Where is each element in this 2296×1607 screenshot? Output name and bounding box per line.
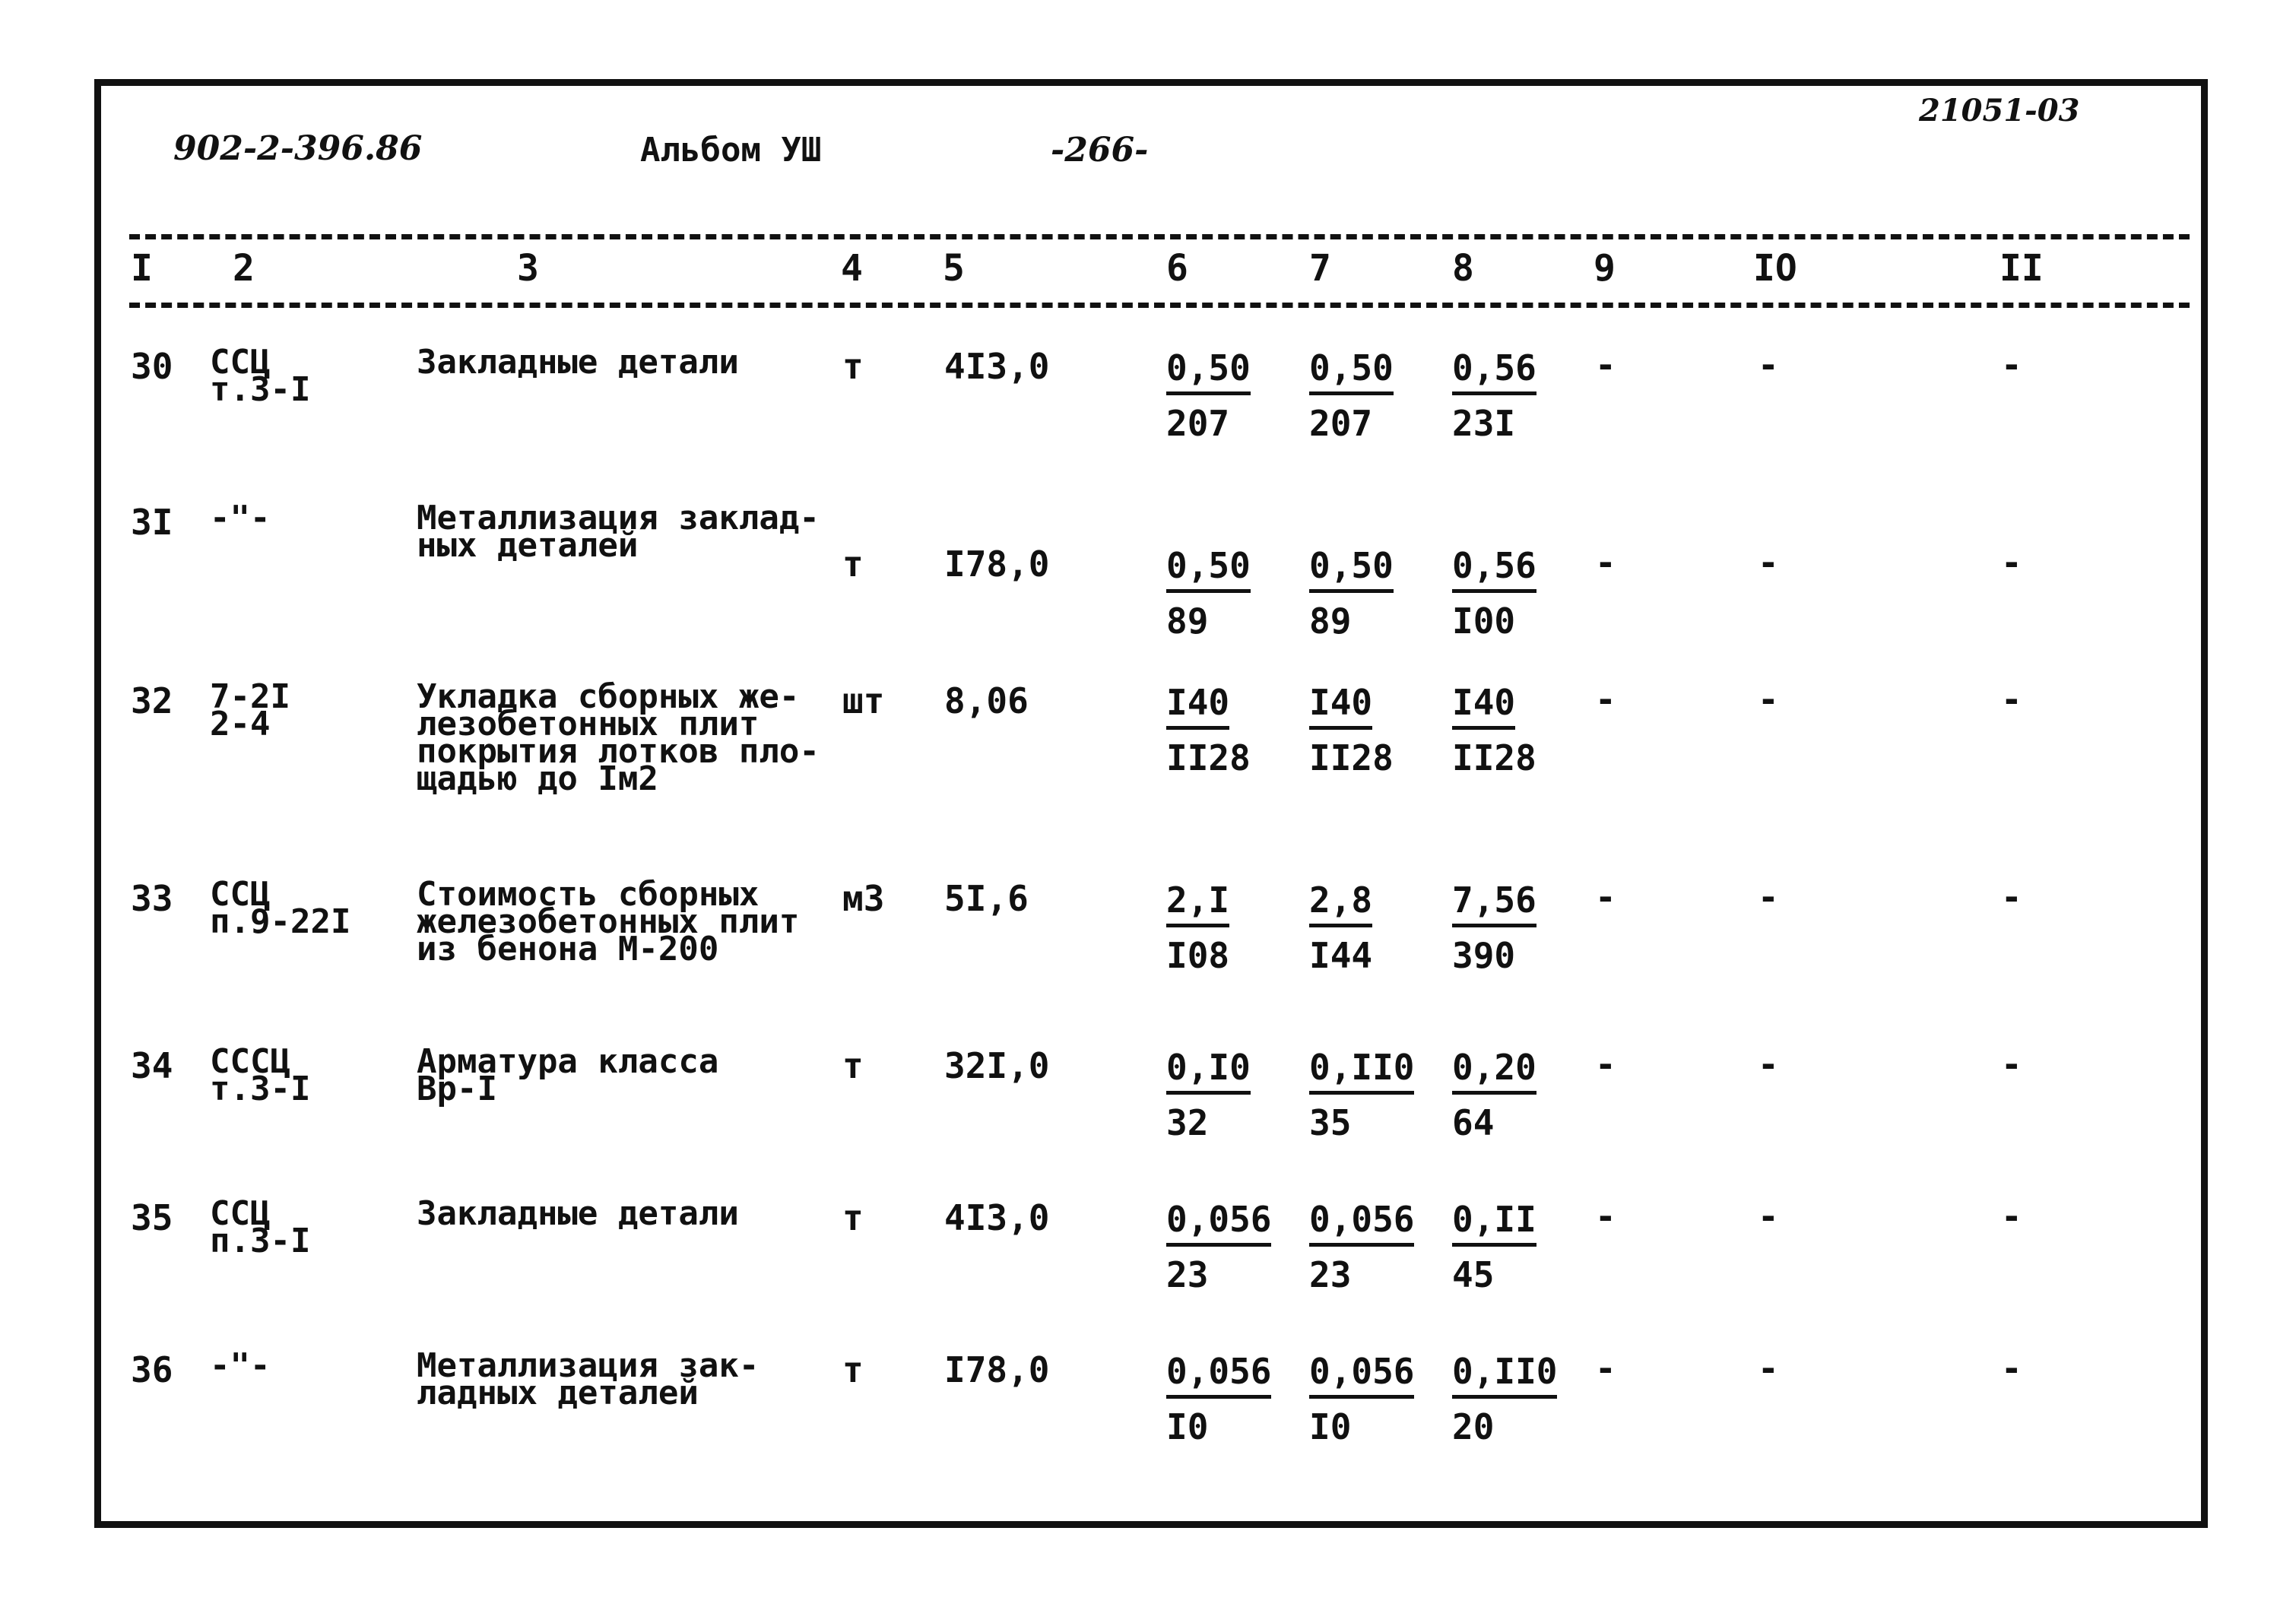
row-col10: - <box>1758 1044 1779 1085</box>
fraction-denominator: 207 <box>1166 402 1230 444</box>
row-unit: шт <box>842 680 885 721</box>
row-number: 36 <box>131 1349 173 1390</box>
row-number: 35 <box>131 1197 173 1238</box>
row-col10: - <box>1758 679 1779 720</box>
row-col6 <box>1166 1197 1271 1298</box>
fraction-numerator: 0,II <box>1452 1197 1536 1247</box>
fraction-denominator: 390 <box>1452 934 1516 976</box>
row-col7 <box>1309 1197 1414 1298</box>
row-col7 <box>1309 878 1372 979</box>
row-code: ССЦ п.3-I <box>210 1194 311 1261</box>
row-col8 <box>1452 1349 1557 1450</box>
row-code: ССЦ п.9-22I <box>210 875 351 942</box>
col-header-6: 6 <box>1166 247 1188 290</box>
row-col8 <box>1452 1197 1536 1298</box>
row-number: 30 <box>131 346 173 387</box>
fraction-numerator: 2,I <box>1166 878 1229 927</box>
fraction-numerator: I40 <box>1309 680 1372 730</box>
fraction-numerator: 0,20 <box>1452 1045 1536 1095</box>
fraction-numerator: 0,I0 <box>1166 1045 1251 1095</box>
fraction-numerator: 0,50 <box>1166 346 1251 395</box>
row-col6 <box>1166 346 1251 447</box>
col-header-4: 4 <box>841 247 863 290</box>
fraction-denominator: II28 <box>1166 737 1251 778</box>
row-description: Закладные детали <box>417 343 739 382</box>
col-header-9: 9 <box>1594 247 1616 290</box>
row-col11: - <box>2001 344 2022 385</box>
row-col10: - <box>1758 542 1779 583</box>
row-unit: т <box>842 1045 864 1086</box>
fraction-denominator: 64 <box>1452 1101 1495 1143</box>
row-col9: - <box>1595 542 1616 583</box>
row-col7 <box>1309 1349 1414 1450</box>
row-code: 7-2I 2-4 <box>210 677 290 744</box>
row-col6 <box>1166 680 1251 781</box>
row-col6 <box>1166 878 1229 979</box>
fraction-numerator: 0,056 <box>1309 1349 1414 1399</box>
row-col7 <box>1309 680 1394 781</box>
row-col10: - <box>1758 1196 1779 1237</box>
row-price: I78,0 <box>944 1349 1050 1390</box>
fraction-denominator: 207 <box>1309 402 1373 444</box>
fraction-numerator: 0,II0 <box>1452 1349 1557 1399</box>
fraction-numerator: 0,56 <box>1452 346 1536 395</box>
col-header-5: 5 <box>943 247 965 290</box>
row-col11: - <box>2001 1044 2022 1085</box>
fraction-numerator: 0,50 <box>1166 544 1251 593</box>
fraction-numerator: 0,50 <box>1309 544 1394 593</box>
row-price: 8,06 <box>944 680 1029 721</box>
row-col11: - <box>2001 1196 2022 1237</box>
row-col6 <box>1166 1349 1271 1450</box>
row-col7 <box>1309 1045 1414 1146</box>
fraction-denominator: 23 <box>1309 1254 1352 1295</box>
row-col11: - <box>2001 542 2022 583</box>
row-unit: т <box>842 346 864 387</box>
page-border <box>94 79 2208 1528</box>
row-col10: - <box>1758 344 1779 385</box>
row-col11: - <box>2001 1348 2022 1389</box>
row-col7 <box>1309 346 1394 447</box>
fraction-numerator: 0,50 <box>1309 346 1394 395</box>
row-price: 32I,0 <box>944 1045 1050 1086</box>
row-code: СССЦ т.3-I <box>210 1042 311 1109</box>
col-header-7: 7 <box>1309 247 1331 290</box>
page-number: -266- <box>1051 131 1149 170</box>
fraction-numerator: 0,056 <box>1309 1197 1414 1247</box>
fraction-denominator: 45 <box>1452 1254 1495 1295</box>
row-col9: - <box>1595 1348 1616 1389</box>
row-col8 <box>1452 878 1536 979</box>
row-price: 4I3,0 <box>944 1197 1050 1238</box>
row-unit: т <box>842 1349 864 1390</box>
archive-stamp: 21051-03 <box>1919 93 2080 128</box>
row-description: Металлизация зак- ладных деталей <box>417 1346 760 1413</box>
fraction-denominator: I44 <box>1309 934 1373 976</box>
row-unit: т <box>842 1197 864 1238</box>
row-code: ССЦ т.3-I <box>210 343 311 410</box>
fraction-denominator: 32 <box>1166 1101 1209 1143</box>
col-header-8: 8 <box>1452 247 1474 290</box>
row-col7 <box>1309 544 1394 645</box>
col-header-10: IO <box>1753 247 1797 290</box>
row-col8 <box>1452 544 1536 645</box>
fraction-denominator: 89 <box>1309 600 1352 642</box>
fraction-denominator: II28 <box>1309 737 1394 778</box>
col-header-1: I <box>131 247 153 290</box>
row-price: I78,0 <box>944 544 1050 585</box>
album-label: Альбом УШ <box>640 131 822 170</box>
row-col6 <box>1166 544 1251 645</box>
fraction-denominator: 23I <box>1452 402 1516 444</box>
row-col9: - <box>1595 344 1616 385</box>
header-bottom-rule <box>129 303 2190 308</box>
fraction-denominator: 35 <box>1309 1101 1352 1143</box>
col-header-2: 2 <box>233 247 255 290</box>
fraction-denominator: I00 <box>1452 600 1516 642</box>
row-col8 <box>1452 680 1536 781</box>
row-description: Укладка сборных же- лезобетонных плит покрытия лотков пло- щадью до Iм2 <box>417 677 820 799</box>
row-col6 <box>1166 1045 1251 1146</box>
row-unit: т <box>842 544 864 585</box>
row-description: Закладные детали <box>417 1194 739 1233</box>
col-header-11: II <box>1999 247 2044 290</box>
row-unit: м3 <box>842 878 885 919</box>
row-col9: - <box>1595 876 1616 918</box>
fraction-numerator: I40 <box>1166 680 1229 730</box>
row-description: Металлизация заклад- ных деталей <box>417 499 820 566</box>
col-header-3: 3 <box>517 247 539 290</box>
fraction-numerator: 0,056 <box>1166 1197 1271 1247</box>
fraction-denominator: I08 <box>1166 934 1230 976</box>
fraction-numerator: 2,8 <box>1309 878 1372 927</box>
fraction-denominator: I0 <box>1166 1406 1209 1447</box>
row-col10: - <box>1758 1348 1779 1389</box>
fraction-numerator: 0,II0 <box>1309 1045 1414 1095</box>
fraction-numerator: 7,56 <box>1452 878 1536 927</box>
row-col10: - <box>1758 876 1779 918</box>
row-number: 3I <box>131 502 173 543</box>
row-description: Арматура класса Вр-I <box>417 1042 719 1109</box>
fraction-denominator: I0 <box>1309 1406 1352 1447</box>
fraction-denominator: 23 <box>1166 1254 1209 1295</box>
row-code: -"- <box>210 1346 271 1385</box>
row-price: 5I,6 <box>944 878 1029 919</box>
row-col9: - <box>1595 1044 1616 1085</box>
row-col11: - <box>2001 876 2022 918</box>
header-top-rule <box>129 234 2190 239</box>
row-description: Стоимость сборных железобетонных плит из бенона М-200 <box>417 875 800 969</box>
row-col9: - <box>1595 1196 1616 1237</box>
fraction-denominator: 89 <box>1166 600 1209 642</box>
row-col8 <box>1452 1045 1536 1146</box>
row-price: 4I3,0 <box>944 346 1050 387</box>
fraction-denominator: II28 <box>1452 737 1536 778</box>
row-number: 32 <box>131 680 173 721</box>
fraction-denominator: 20 <box>1452 1406 1495 1447</box>
row-col8 <box>1452 346 1536 447</box>
fraction-numerator: I40 <box>1452 680 1515 730</box>
fraction-numerator: 0,56 <box>1452 544 1536 593</box>
row-code: -"- <box>210 499 271 537</box>
fraction-numerator: 0,056 <box>1166 1349 1271 1399</box>
doc-number: 902-2-396.86 <box>173 129 423 168</box>
row-col11: - <box>2001 679 2022 720</box>
row-number: 33 <box>131 878 173 919</box>
row-col9: - <box>1595 679 1616 720</box>
row-number: 34 <box>131 1045 173 1086</box>
